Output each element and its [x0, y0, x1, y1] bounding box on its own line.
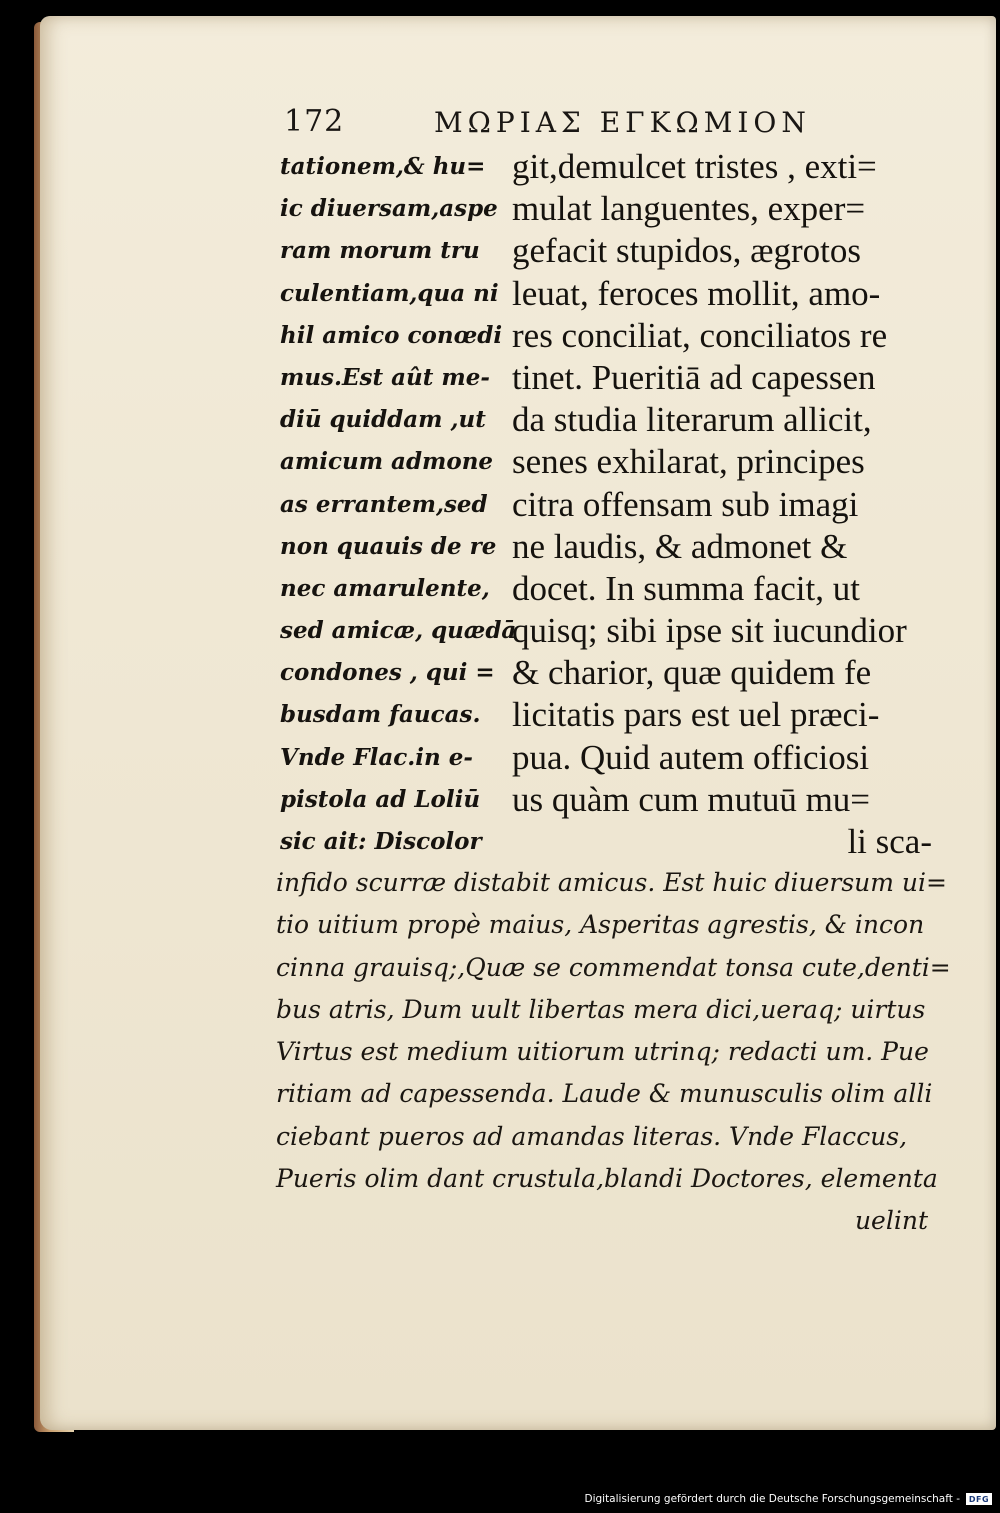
- note-line: Pueris olim dant crustula,blandi Doctores, elementa: [276, 1164, 938, 1194]
- gloss-line: Vnde Flac.in e-: [280, 743, 473, 771]
- note-line: bus atris, Dum uult libertas mera dici,ueraq; uirtus: [276, 994, 926, 1024]
- note-line: ritiam ad capessenda. Laude & munusculis olim alli: [276, 1079, 933, 1109]
- note-line: ciebant pueros ad amandas literas. Vnde Flaccus,: [276, 1121, 908, 1151]
- text-line: da studia literarum allicit,: [512, 400, 872, 440]
- dfg-logo-icon: DFG: [966, 1493, 992, 1505]
- text-line: licitatis pars est uel præci-: [512, 695, 880, 735]
- text-line: tinet. Pueritiā ad capessen: [512, 357, 876, 397]
- note-line: uelint: [854, 1206, 928, 1236]
- gloss-line: non quauis de re: [280, 532, 497, 560]
- text-line: quisq; sibi ipse sit iucundior: [512, 611, 907, 651]
- text-line: git,demulcet tristes , exti=: [512, 147, 877, 186]
- gloss-line: pistola ad Loliū: [280, 785, 481, 813]
- note-line: tio uitium propè maius, Asperitas agrestis, & incon: [276, 910, 925, 940]
- gloss-line: as errantem,sed: [280, 490, 488, 518]
- page-header: [284, 104, 924, 144]
- note-line: infido scurræ distabit amicus. Est huic diuersum ui=: [276, 868, 947, 897]
- text-line: gefacit stupidos, ægrotos: [512, 231, 861, 271]
- gloss-line: tationem,& hu=: [280, 153, 486, 180]
- gloss-line: busdam faucas.: [280, 701, 481, 729]
- commentary-note: [276, 862, 951, 1243]
- note-line: cinna grauisq;,Quæ se commendat tonsa cute,denti=: [276, 952, 951, 982]
- text-line: & charior, quæ quidem fe: [512, 653, 872, 693]
- text-line: res conciliat, conciliatos re: [512, 315, 888, 355]
- text-line: li sca-: [847, 822, 932, 861]
- gloss-line: amicum admone: [280, 448, 494, 476]
- text-line: leuat, feroces mollit, amo-: [512, 273, 881, 313]
- footer-credit: [584, 1489, 992, 1509]
- gloss-line: nec amarulente,: [280, 574, 490, 602]
- gloss-line: ic diuersam,aspe: [280, 195, 498, 223]
- text-line: senes exhilarat, principes: [512, 442, 865, 482]
- note-line: Virtus est medium uitiorum utrinq; redacti um. Pue: [276, 1037, 929, 1067]
- gloss-line: culentiam,qua ni: [280, 279, 499, 307]
- gloss-line: sic ait: Discolor: [280, 828, 482, 855]
- text-line: docet. In summa facit, ut: [512, 568, 860, 608]
- page-number: 172: [284, 104, 345, 139]
- margin-gloss: [280, 146, 517, 863]
- text-line: pua. Quid autem officiosi: [512, 737, 870, 777]
- text-line: us quàm cum mutuū mu=: [512, 779, 871, 819]
- text-line: citra offensam sub imagi: [512, 484, 859, 524]
- gloss-line: hil amico conœdi: [280, 321, 503, 349]
- running-head: ΜΩΡΙΑΣ ΕΓΚΩΜΙΟΝ: [434, 106, 811, 139]
- text-line: ne laudis, & admonet &: [512, 526, 848, 566]
- text-line: mulat languentes, exper=: [512, 189, 866, 229]
- gloss-line: ram morum tru: [280, 237, 480, 265]
- main-text-column: [512, 146, 932, 863]
- gloss-line: condones , qui =: [280, 659, 495, 687]
- gloss-line: mus.Est aût me-: [280, 363, 490, 391]
- gloss-line: sed amicæ, quædā: [280, 617, 517, 645]
- gloss-line: diū quiddam ,ut: [280, 406, 486, 434]
- footer-text: Digitalisierung gefördert durch die Deutsche Forschungsgemeinschaft -: [584, 1493, 960, 1505]
